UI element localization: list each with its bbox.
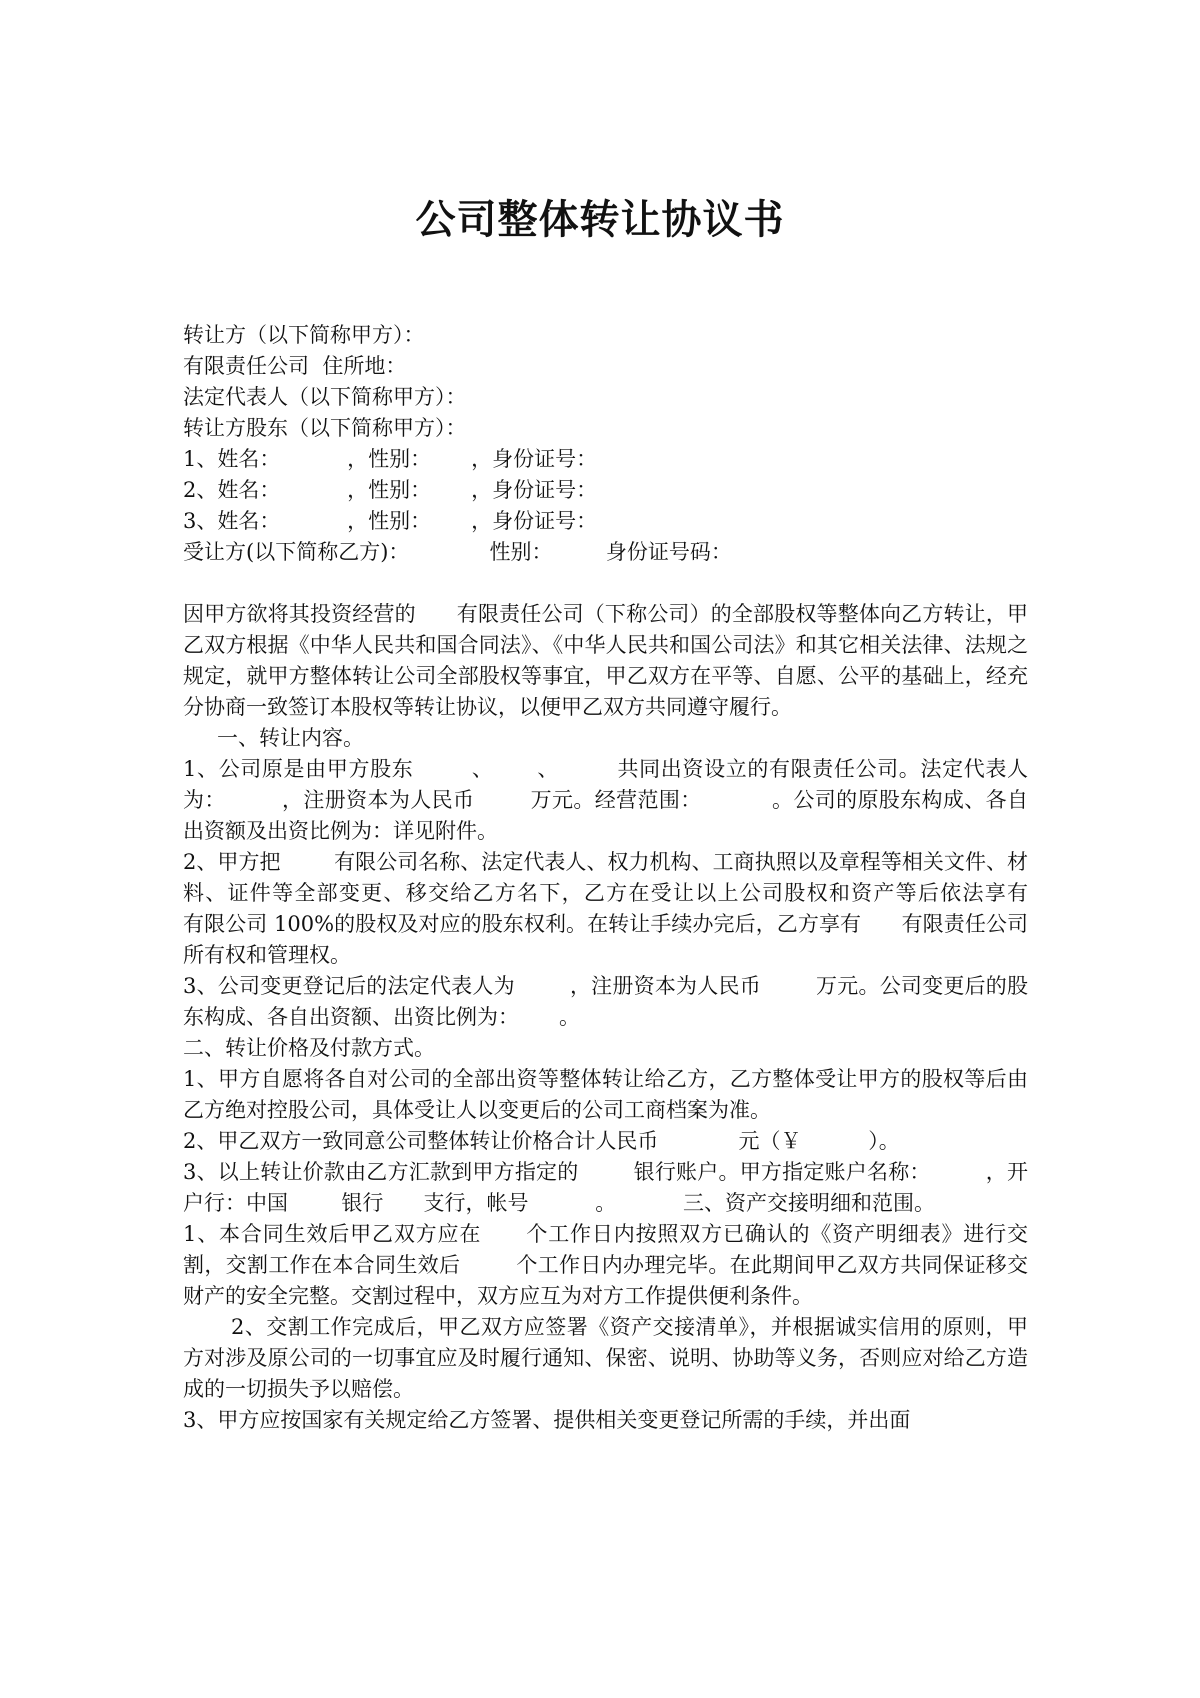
transferor-shareholders-line: 转让方股东（以下简称甲方）： <box>183 416 467 440</box>
section-3-clause-3: 3、甲方应按国家有关规定给乙方签署、提供相关变更登记所需的手续，并出面 <box>183 1408 911 1432</box>
spacer <box>183 568 1028 599</box>
section-1-heading: 一、转让内容。 <box>217 726 364 750</box>
section-2-clause-2: 2、甲乙双方一致同意公司整体转让价格合计人民币 元（￥ ）。 <box>183 1129 900 1153</box>
intro-paragraph: 因甲方欲将其投资经营的 有限责任公司（下称公司）的全部股权等整体向乙方转让，甲乙双方根据《中华人民共和国合同法》、《中华人民共和国公司法》和其它相关法律、法规之规定，就甲方整体转让公司全部股权等事宜，甲乙双方在平等、自愿、公平的基础上，经充分协商一致签订本股权等转让协议，以便甲乙双方共同遵守履行。 <box>183 602 1028 719</box>
section-1-clause-3: 3、公司变更登记后的法定代表人为 ，注册资本为人民币 万元。公司变更后的股东构成、各自出资额、出资比例为： 。 <box>183 974 1028 1029</box>
transferee-line: 受让方(以下简称乙方)： 性别： 身份证号码： <box>183 540 732 564</box>
section-2-heading: 二、转让价格及付款方式。 <box>183 1036 435 1060</box>
transferor-line: 转让方（以下简称甲方）： <box>183 323 425 347</box>
shareholder-1-line: 1、姓名： ，性别： ，身份证号： <box>183 447 598 471</box>
legal-representative-line: 法定代表人（以下简称甲方）： <box>183 385 467 409</box>
document-title: 公司整体转让协议书 <box>415 197 785 243</box>
section-2-clause-3: 3、以上转让价款由乙方汇款到甲方指定的 银行账户。甲方指定账户名称： ，开户行：中国 银行 支行，帐号 。 三、资产交接明细和范围。 <box>183 1160 1028 1215</box>
shareholder-2-line: 2、姓名： ，性别： ，身份证号： <box>183 478 598 502</box>
section-1-clause-2: 2、甲方把 有限公司名称、法定代表人、权力机构、工商执照以及章程等相关文件、材料、证件等全部变更、移交给乙方名下，乙方在受让以上公司股权和资产等后依法享有 有限公司 100%的股权及对应的股东权利。在转让手续办完后，乙方享有 有限责任公司所有权和管理权。 <box>183 850 1069 967</box>
section-3-clause-2: 2、交割工作完成后，甲乙双方应签署《资产交接清单》，并根据诚实信用的原则，甲方对涉及原公司的一切事宜应及时履行通知、保密、说明、协助等义务，否则应对给乙方造成的一切损失予以赔偿。 <box>183 1315 1028 1401</box>
company-address-line: 有限责任公司 住所地： <box>183 354 407 378</box>
shareholder-3-line: 3、姓名： ，性别： ，身份证号： <box>183 509 598 533</box>
section-3-clause-1: 1、本合同生效后甲乙双方应在 个工作日内按照双方已确认的《资产明细表》进行交割，交割工作在本合同生效后 个工作日内办理完毕。在此期间甲乙双方共同保证移交财产的安全完整。交割过程中，双方应互为对方工作提供便利条件。 <box>183 1222 1028 1308</box>
section-2-clause-1: 1、甲方自愿将各自对公司的全部出资等整体转让给乙方，乙方整体受让甲方的股权等后由乙方绝对控股公司，具体受让人以变更后的公司工商档案为准。 <box>183 1067 1028 1122</box>
document-body <box>183 320 1069 1436</box>
section-1-clause-1: 1、公司原是由甲方股东 、 、 共同出资设立的有限责任公司。法定代表人为： ，注册资本为人民币 万元。经营范围： 。公司的原股东构成、各自出资额及出资比例为：详见附件。 <box>183 757 1028 843</box>
